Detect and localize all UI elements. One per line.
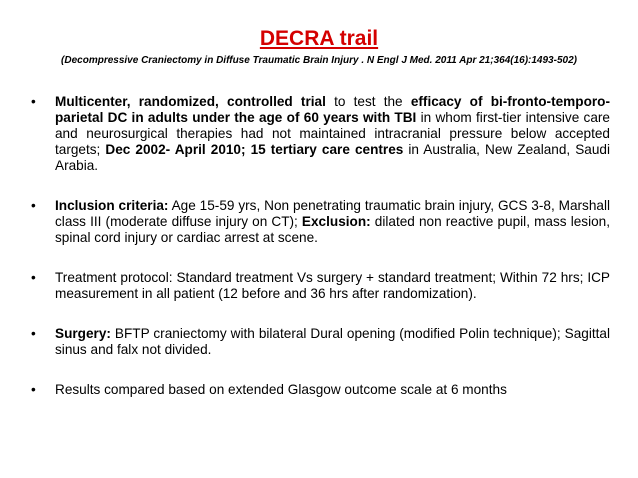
bullet-text-4 bbox=[55, 326, 610, 358]
bullet-2-text-4: dilated non reactive pupil, mass lesion, spinal cord injury or cardiac arrest at scene. bbox=[55, 214, 610, 245]
bullet-list bbox=[28, 94, 610, 398]
bullet-dot: • bbox=[31, 382, 36, 397]
bullet-dot: • bbox=[31, 198, 36, 213]
bullet-2-bold-3: Exclusion: bbox=[301, 214, 371, 229]
bullet-item-3 bbox=[28, 270, 610, 302]
bullet-1-bold-3: efficacy of bi-fronto-temporo-parietal DC in adults under the age of 60 years with TBI bbox=[55, 94, 610, 125]
bullet-1-text-2: to test the bbox=[325, 94, 411, 109]
slide-subtitle: (Decompressive Craniectomy in Diffuse Traumatic Brain Injury . N Engl J Med. 2011 Apr 21;364(16):1493-502) bbox=[61, 55, 577, 66]
bullet-text-5: Results compared based on extended Glasgow outcome scale at 6 months bbox=[55, 382, 507, 397]
bullet-item-5 bbox=[28, 382, 610, 398]
slide-title: DECRA trail bbox=[259, 27, 379, 50]
bullet-2-text-2: Age 15-59 yrs, Non penetrating traumatic brain injury, GCS 3-8, Marshall class III (moderate diffuse injury on CT); bbox=[55, 198, 610, 229]
bullet-dot: • bbox=[31, 326, 36, 341]
bullet-text-3: Treatment protocol: Standard treatment Vs surgery + standard treatment; Within 72 hrs; ICP measurement in all patient (12 before and 36 hrs after randomization). bbox=[55, 270, 610, 301]
bullet-4-bold-1: Surgery: bbox=[55, 326, 111, 341]
bullet-1-bold-5: Dec 2002- April 2010; 15 tertiary care centres bbox=[105, 142, 404, 157]
bullet-item-4 bbox=[28, 326, 610, 358]
bullet-4-text-2: BFTP craniectomy with bilateral Dural opening (modified Polin technique); Sagittal sinus and falx not divided. bbox=[55, 326, 610, 357]
bullet-item-1 bbox=[28, 94, 610, 174]
bullet-item-2 bbox=[28, 198, 610, 246]
bullet-dot: • bbox=[31, 270, 36, 285]
bullet-1-text-4: in whom first-tier intensive care and neurosurgical therapies had not maintained intracranial pressure below accepted targets; bbox=[55, 110, 610, 157]
bullet-text-2 bbox=[55, 198, 610, 246]
bullet-text-1 bbox=[55, 94, 610, 174]
bullet-dot: • bbox=[31, 94, 36, 109]
bullet-1-text-6: in Australia, New Zealand, Saudi Arabia. bbox=[55, 142, 610, 173]
bullet-1-bold-1: Multicenter, randomized, controlled trial bbox=[55, 94, 326, 109]
bullet-2-bold-1: Inclusion criteria: bbox=[55, 198, 169, 213]
